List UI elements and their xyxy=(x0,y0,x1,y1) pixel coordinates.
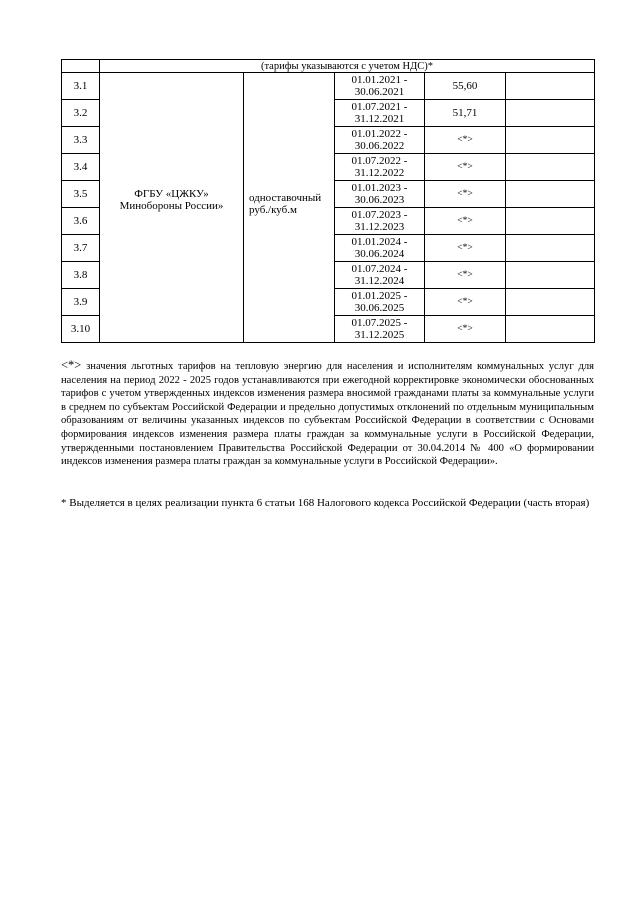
row-number: 3.3 xyxy=(62,127,100,154)
empty-cell xyxy=(506,289,595,316)
tariff-value-cell: <*> xyxy=(425,181,506,208)
period-cell: 01.01.2025 - 30.06.2025 xyxy=(335,289,425,316)
empty-cell xyxy=(506,316,595,343)
period-cell: 01.07.2025 - 31.12.2025 xyxy=(335,316,425,343)
empty-cell xyxy=(506,235,595,262)
period-cell: 01.07.2022 - 31.12.2022 xyxy=(335,154,425,181)
tariff-value-cell: <*> xyxy=(425,289,506,316)
header-empty-cell xyxy=(62,60,100,73)
empty-cell xyxy=(506,154,595,181)
tariff-value-cell: 55,60 xyxy=(425,73,506,100)
empty-cell xyxy=(506,208,595,235)
tariff-table xyxy=(61,59,595,343)
tariff-unit: одноставочный руб./куб.м xyxy=(249,191,322,216)
period-cell: 01.01.2021 - 30.06.2021 xyxy=(335,73,425,100)
period-cell: 01.01.2023 - 30.06.2023 xyxy=(335,181,425,208)
tariff-value-cell: <*> xyxy=(425,316,506,343)
empty-cell xyxy=(506,181,595,208)
organization-name: ФГБУ «ЦЖКУ» Минобороны России» xyxy=(119,187,224,212)
tariff-unit-cell xyxy=(244,73,335,343)
row-number: 3.8 xyxy=(62,262,100,289)
row-number: 3.10 xyxy=(62,316,100,343)
row-number: 3.5 xyxy=(62,181,100,208)
footnote-tariff-values xyxy=(61,359,594,469)
empty-cell xyxy=(506,73,595,100)
row-number: 3.4 xyxy=(62,154,100,181)
empty-cell xyxy=(506,262,595,289)
empty-cell xyxy=(506,100,595,127)
tariff-value-cell: <*> xyxy=(425,235,506,262)
row-number: 3.2 xyxy=(62,100,100,127)
table-row xyxy=(62,73,595,100)
period-cell: 01.07.2024 - 31.12.2024 xyxy=(335,262,425,289)
period-cell: 01.01.2022 - 30.06.2022 xyxy=(335,127,425,154)
footnote-mark: <*> xyxy=(61,358,82,372)
tariff-value-cell: 51,71 xyxy=(425,100,506,127)
table-header-row xyxy=(62,60,595,73)
organization-cell xyxy=(100,73,244,343)
empty-cell xyxy=(506,127,595,154)
tariff-value-cell: <*> xyxy=(425,154,506,181)
row-number: 3.1 xyxy=(62,73,100,100)
row-number: 3.7 xyxy=(62,235,100,262)
period-cell: 01.01.2024 - 30.06.2024 xyxy=(335,235,425,262)
footnote-text: значения льготных тарифов на тепловую энергию для населения и исполнителям коммунальных услуг для населения на период 2022 - 2025 годов устанавливаются при ежегодной корректировке экономически обоснованных тарифов с учетом утвержденных индексов изменения размера вносимой гражданами платы за коммунальные услуги в среднем по субъектам Российской Федерации и предельно допустимых отклонений по отдельным муниципальным образованиям от величины указанных индексов по субъектам Российской Федерации в соответствии с Основами формирования индексов изменения размера платы граждан за коммунальные услуги в Российской Федерации, утвержденными постановлением Правительства Российской Федерации от 30.04.2014 № 400 «О формировании индексов изменения размера платы граждан за коммунальные услуги в Российской Федерации». xyxy=(61,361,594,468)
table-header-note: (тарифы указываются с учетом НДС)* xyxy=(100,60,595,73)
row-number: 3.9 xyxy=(62,289,100,316)
tariff-value-cell: <*> xyxy=(425,262,506,289)
tariff-value-cell: <*> xyxy=(425,208,506,235)
period-cell: 01.07.2021 - 31.12.2021 xyxy=(335,100,425,127)
row-number: 3.6 xyxy=(62,208,100,235)
tariff-value-cell: <*> xyxy=(425,127,506,154)
footnote-vat: * Выделяется в целях реализации пункта 6 статьи 168 Налогового кодекса Российской Федерации (часть вторая) xyxy=(61,497,590,509)
period-cell: 01.07.2023 - 31.12.2023 xyxy=(335,208,425,235)
